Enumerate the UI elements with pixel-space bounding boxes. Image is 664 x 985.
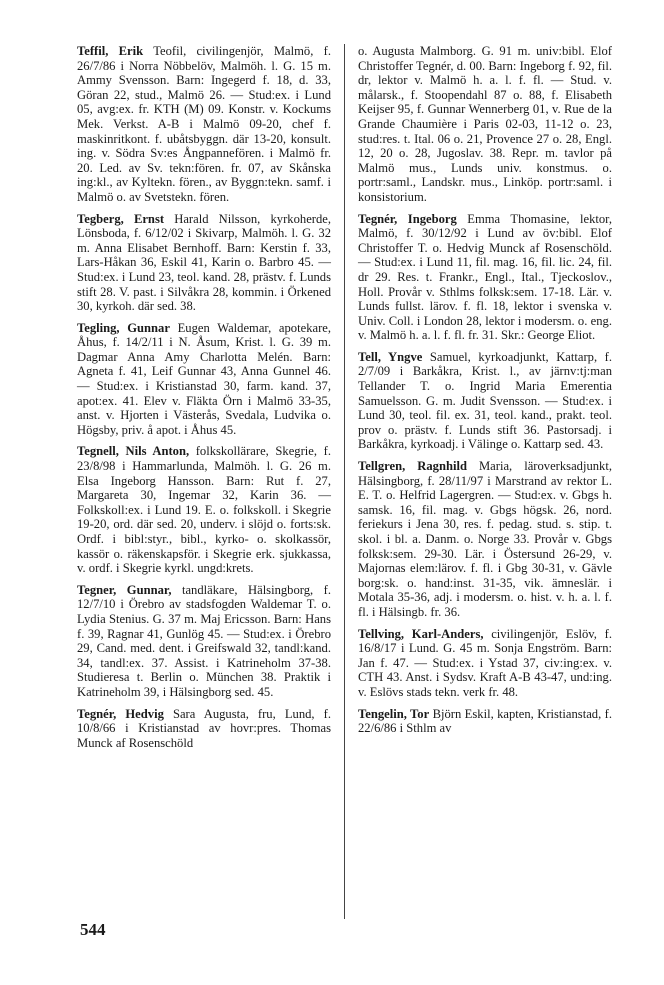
- entry-name: Tegling, Gunnar: [77, 320, 170, 335]
- entry-name: Teffil, Erik: [77, 44, 144, 58]
- entry-teffil: [77, 44, 331, 205]
- entry-tengelin: [358, 707, 612, 736]
- entry-text: Samuel, kyrkoadjunkt, Kattarp, f. 2/7/09 i Barkåkra, Krist. l., av järnv:tj:man Tellander T. o. Ingrid Maria Emerentia Samuelsson. G. m. Judit Svensson. — Stud:ex. i Lund 30, teol. fil. ex. 31, teol. kand., prakt. teol. prov o. prästv. f. Lunds stift 36. Pastorsadj. i Barkåkra, kyrkoadj. i Välinge o. Kattarp sed. 43.: [358, 349, 612, 452]
- entry-name: Tegnér, Hedvig: [77, 706, 164, 721]
- entry-text: Emma Thomasine, lektor, Malmö, f. 30/12/92 i Lund av öv:bibl. Elof Christoffer T. o. Hedvig Munck af Rosenschöld. — Stud:ex. i Lund 11, fil. mag. 16, fil. lic. 24, fil. dr 29. Res. t. Frankr., Engl., Ital., Tjeckoslov., Holl. Provår v. Sthlms folksk:sem. 17-18. Lär. v. Lunds fullst. lärov. f. fl. 18, lektor i svenska v. Univ. Coll. i London 28, lektor i modersm. o. eng. v. Malmö h. a. l. f. fl. fr. 31. Skr.: George Eliot.: [358, 211, 613, 343]
- entry-name: Tellgren, Ragnhild: [358, 459, 467, 474]
- entry-name: Tegberg, Ernst: [77, 211, 165, 226]
- entry-tegner-hedvig-continued: [358, 44, 612, 205]
- entry-text: Sara Augusta, fru, Lund, f. 10/8/66 i Kristianstad av hovr:pres. Thomas Munck af Rosenschöld: [77, 706, 331, 750]
- entry-text: Björn Eskil, kapten, Kristianstad, f. 22/6/86 i Sthlm av: [358, 706, 612, 736]
- entry-name: Tegnér, Ingeborg: [358, 211, 457, 226]
- entry-name: Tegnell, Nils Anton,: [77, 444, 190, 459]
- entry-tegner-hedvig: [77, 707, 331, 751]
- entry-tegnell: [77, 444, 331, 575]
- entry-text: o. Augusta Malmborg. G. 91 m. univ:bibl. Elof Christoffer Tegnér, d. 00. Barn: Ingeborg f. 92, fil. dr, lektor v. Malmö h. a. l. f. fl. — Stud. v. målarsk., f. Stoopendahl 87 o. 88, f. Elisabeth Keijser 95, f. Gunnar Wennerberg 01, v. Rue de la Grande Chaumière i Paris 02-03, 11-12 o. 23, stud:res. t. Ital. 06 o. 21, Provence 27 o. 28, Engl. 12, 20 o. 28, Jugoslav. 38. Repr. m. tavlor på Malmö mus., Lunds univ. konstmus. o. portr:saml., Landskr. mus., Linköp. portr:saml. i konsistorium.: [358, 44, 612, 204]
- entry-name: Tellving, Karl-Anders,: [358, 626, 484, 641]
- entry-text: Harald Nilsson, kyrkoherde, Lönsboda, f. 6/12/02 i Skivarp, Malmöh. l. G. 32 m. Anna Elisabet Bernhoff. Barn: Kerstin f. 33, Lars-Håkan 36, Eskil 41, Karin o. Barbro 45. — Stud:ex. i Lund 23, teol. kand. 28, prästv. f. Lunds stift 28. V. past. i Silvåkra 28, kommin. i Örkened 30, kyrkoh. där sed. 38.: [77, 211, 332, 314]
- entry-tellgren: [358, 459, 612, 620]
- right-column: [358, 44, 612, 743]
- entry-tegberg: [77, 212, 331, 314]
- left-column: [77, 44, 331, 757]
- entry-text: Teofil, civilingenjör, Malmö, f. 26/7/86 i Norra Nöbbelöv, Malmöh. l. G. 15 m. Ammy Svensson. Barn: Ingegerd f. 18, d. 33, Göran 22, stud., Malmö 26. — Stud:ex. i Lund 05, avg:ex. fr. KTH (M) 09. Konstr. v. Kockums Mek. Verkst. A-B i Malmö 09-20, chef f. maskinritkont. f. ubåtsbyggn. där 13-20, konsult. ing. v. Södra Sv:es Ångpannefören. i Malmö fr. 20. Led. av Sv. tekn:fören. fr. 07, av Skånska ing:kl., av Kyltekn. fören., av Byggn:tekn. samf. i Malmö o. av Svetstekn. fören.: [77, 44, 331, 204]
- entry-text: Maria, läroverksadjunkt, Hälsingborg, f. 28/11/97 i Marstrand av rektor L. E. T. o. Helfrid Lagergren. — Stud:ex. v. Gbgs h. samsk. 16, fil. mag. v. Gbgs högsk. 26, nord. feriekurs i Jena 30, res. f. pedag. stud. s. stip. t. skol. i bl. a. Danm. o. Norge 33. Provår v. Gbgs folksk:sem. 29-30. Lär. i Östersund 26-29, v. Majornas elem:lärov. f. fl. i Gbg 30-31, v. Gävle borg:sk. o. hand:inst. 31-35, vik. ämneslär. i Motala 35-36, adj. i modersm. o. hist. v. h. a. l. f. fl. i Hälsingb. fr. 36.: [358, 459, 612, 619]
- entry-tell: [358, 350, 612, 452]
- column-divider: [344, 44, 345, 919]
- entry-tegling: [77, 321, 331, 438]
- entry-name: Tengelin, Tor: [358, 706, 430, 721]
- entry-text: folkskollärare, Skegrie, f. 23/8/98 i Hammarlunda, Malmöh. l. G. 26 m. Elsa Ingeborg Hansson. Barn: Rut f. 27, Margareta 30, Ingemar 32, Karin 36. — Folkskoll:ex. i Lund 19. E. o. folkskoll. i Skegrie 19-20, ord. där sed. 20, underv. i slöjd o. forts:sk. Ordf. i bibl:styr., bibl., kyrko- o. skolkassör, kassör o. räkenskapsför. i Skegrie erk. sjukkassa, v. ordf. i Skegrie kyrkl. ungd:krets.: [77, 444, 331, 576]
- entry-name: Tegner, Gunnar,: [77, 582, 172, 597]
- entry-text: tandläkare, Hälsingborg, f. 12/7/10 i Örebro av stadsfogden Waldemar T. o. Lydia Stenius. G. 37 m. Maj Ericsson. Barn: Hans f. 39, Ragnar 41, Gunlög 45. — Stud:ex. i Örebro 29, Cand. med. dent. i Greifswald 32, tandl:kand. 34, tandl:ex. 37. Assist. i Katrineholm 37-38. Studieresa t. Berlin o. München 38. Praktik i Katrineholm 39, i Hälsingborg sed. 45.: [77, 582, 332, 699]
- entry-text: Eugen Waldemar, apotekare, Åhus, f. 14/2/11 i N. Åsum, Krist. l. G. 39 m. Dagmar Anna Amy Charlotta Melén. Barn: Agneta f. 41, Leif Gunnar 43, Anna Gunnel 46. — Stud:ex. i Kristianstad 30, farm. kand. 37, apot:ex. 41. Elev v. Fläkta Örn i Malmö 33-35, anst. v. Hjorten i Västerås, Svedala, Ludvika o. Högsby, priv. å apot. i Åhus 45.: [77, 320, 332, 437]
- entry-tegner-ingeborg: [358, 212, 612, 343]
- entry-tegner-gunnar: [77, 583, 331, 700]
- entry-name: Tell, Yngve: [358, 349, 423, 364]
- page-number: 544: [80, 920, 106, 939]
- entry-text: civilingenjör, Eslöv, f. 16/8/17 i Lund. G. 45 m. Sonja Engström. Barn: Jan f. 47. — Stud:ex. i Ystad 37, civ:ing:ex. v. CTH 43. Anst. i Sydsv. Kraft A-B 43-47, und:ing. v. Eslövs stads tekn. verk fr. 48.: [358, 626, 612, 699]
- entry-tellving: [358, 627, 612, 700]
